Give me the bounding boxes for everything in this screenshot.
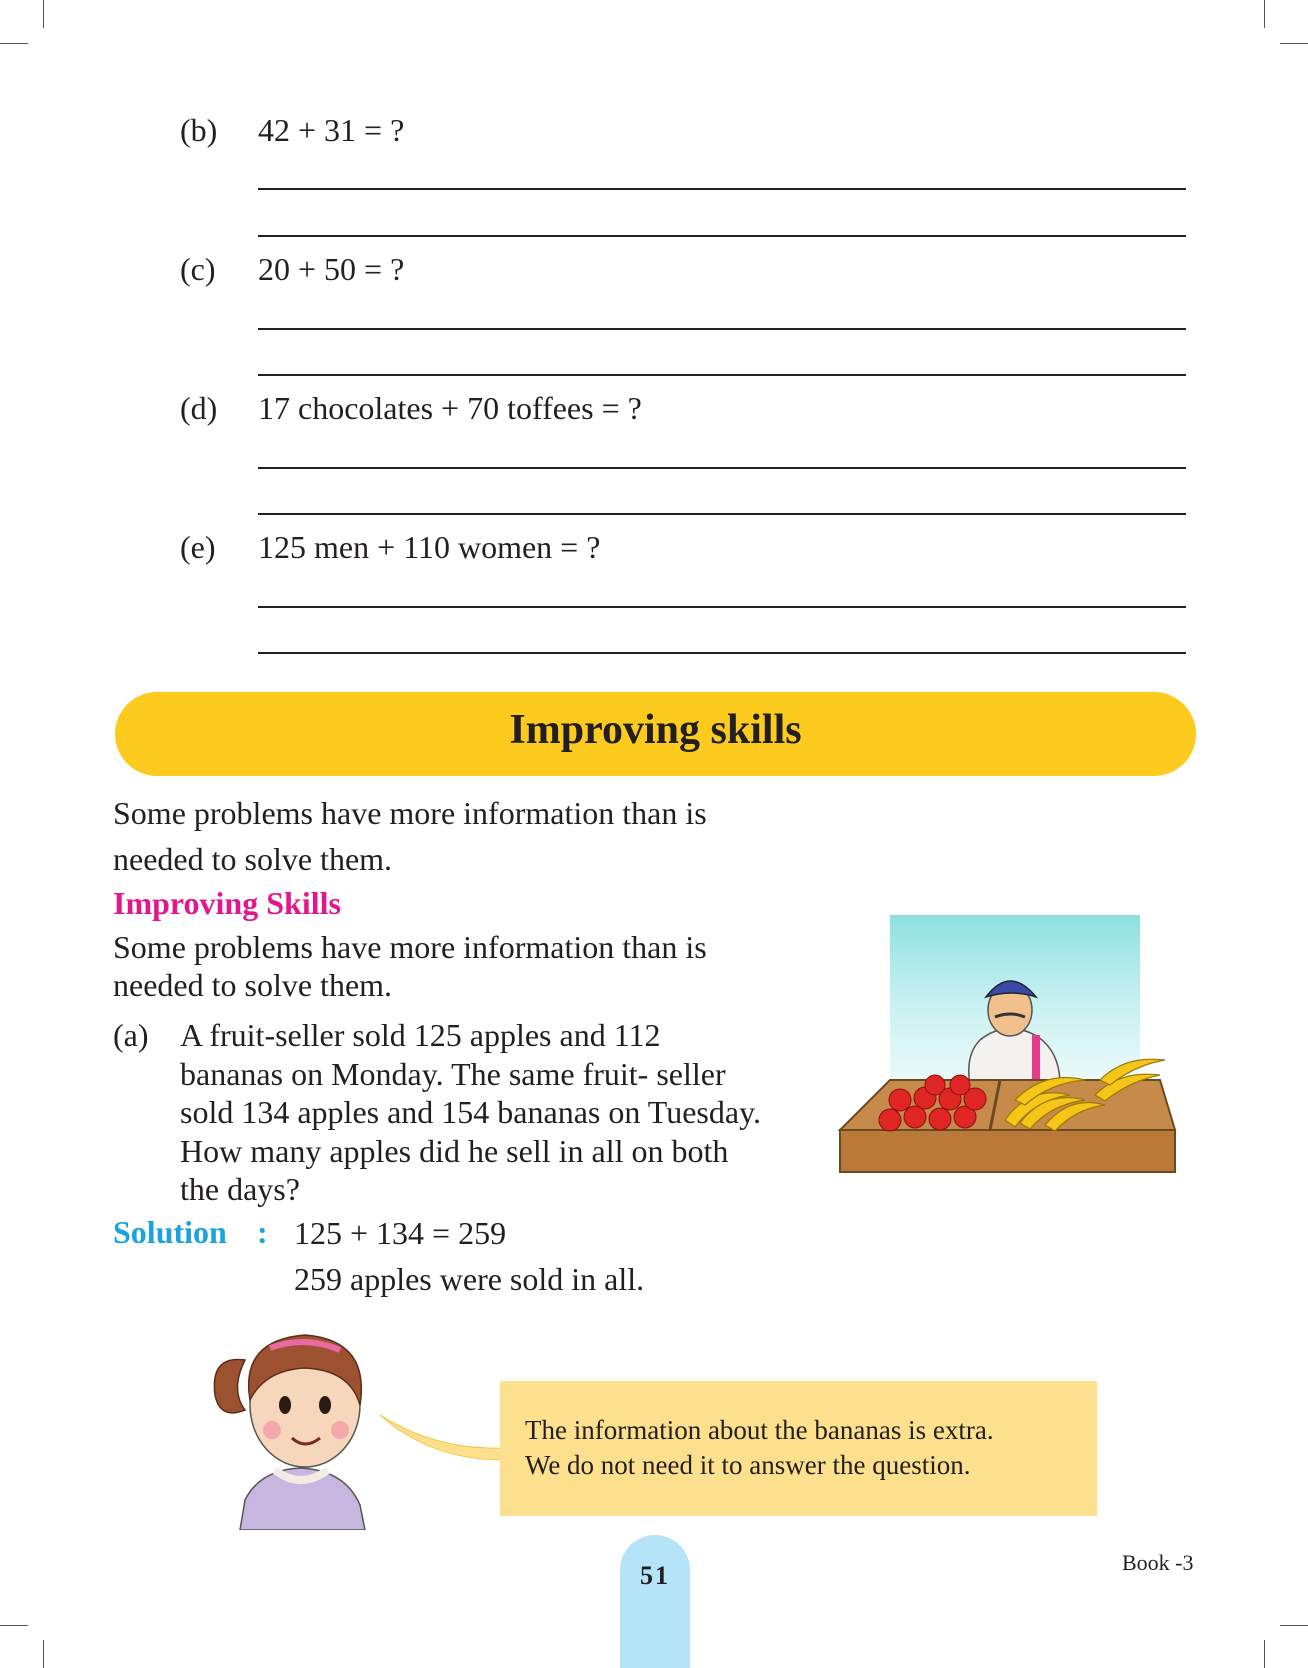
question-text: 20 + 50 = ? bbox=[258, 251, 405, 287]
speech-line: We do not need it to answer the question. bbox=[525, 1450, 971, 1480]
crop-mark bbox=[43, 1640, 44, 1668]
intro-line: needed to solve them. bbox=[113, 967, 393, 1003]
question-label: (e) bbox=[180, 529, 216, 565]
question-label: (b) bbox=[180, 112, 218, 148]
problem-label: (a) bbox=[113, 1017, 149, 1053]
solution-equation: 125 + 134 = 259 bbox=[294, 1215, 507, 1251]
intro-line: Some problems have more information than is bbox=[113, 795, 707, 831]
intro-line: Some problems have more information than is bbox=[113, 929, 707, 965]
crop-mark bbox=[1264, 0, 1265, 28]
answer-line[interactable] bbox=[258, 188, 1186, 190]
problem-line: A fruit-seller sold 125 apples and 112 bbox=[180, 1017, 661, 1053]
subheading: Improving Skills bbox=[113, 885, 341, 921]
answer-line[interactable] bbox=[258, 235, 1186, 237]
problem-line: How many apples did he sell in all on both bbox=[180, 1132, 729, 1169]
section-banner bbox=[115, 692, 1196, 776]
problem-line: bananas on Monday. The same fruit- seller bbox=[180, 1055, 726, 1092]
girl-illustration bbox=[200, 1300, 400, 1530]
crop-mark bbox=[0, 43, 28, 44]
page-number-tab bbox=[620, 1535, 690, 1668]
problem-line: the days? bbox=[180, 1171, 300, 1207]
speech-text bbox=[525, 1413, 994, 1483]
book-label: Book -3 bbox=[1122, 1550, 1194, 1575]
answer-line[interactable] bbox=[258, 328, 1186, 330]
crop-mark bbox=[0, 1625, 28, 1626]
question-text: 125 men + 110 women = ? bbox=[258, 529, 601, 565]
answer-line[interactable] bbox=[258, 513, 1186, 515]
problem-line: sold 134 apples and 154 bananas on Tuesday. bbox=[180, 1094, 761, 1130]
page-number: 51 bbox=[640, 1561, 670, 1590]
crop-mark bbox=[1280, 43, 1308, 44]
question-text: 17 chocolates + 70 toffees = ? bbox=[258, 390, 642, 426]
intro-line: needed to solve them. bbox=[113, 841, 393, 877]
question-text: 42 + 31 = ? bbox=[258, 112, 405, 148]
solution-answer: 259 apples were sold in all. bbox=[294, 1261, 645, 1297]
intro-paragraph bbox=[113, 790, 707, 882]
answer-line[interactable] bbox=[258, 467, 1186, 469]
answer-line[interactable] bbox=[258, 652, 1186, 654]
section-title: Improving skills bbox=[509, 707, 802, 753]
speech-bubble bbox=[500, 1381, 1097, 1516]
crop-mark bbox=[1264, 1640, 1265, 1668]
solution-colon: : bbox=[257, 1214, 268, 1250]
speech-line: The information about the bananas is extra. bbox=[525, 1415, 994, 1445]
answer-line[interactable] bbox=[258, 374, 1186, 376]
intro-paragraph-2 bbox=[113, 928, 707, 1004]
question-label: (d) bbox=[180, 390, 218, 426]
solution-label: Solution bbox=[113, 1214, 227, 1250]
question-label: (c) bbox=[180, 251, 216, 287]
crop-mark bbox=[1280, 1625, 1308, 1626]
crop-mark bbox=[43, 0, 44, 28]
fruit-seller-illustration bbox=[830, 905, 1190, 1175]
answer-line[interactable] bbox=[258, 606, 1186, 608]
problem-text bbox=[180, 1016, 761, 1209]
speech-pointer bbox=[375, 1410, 505, 1470]
